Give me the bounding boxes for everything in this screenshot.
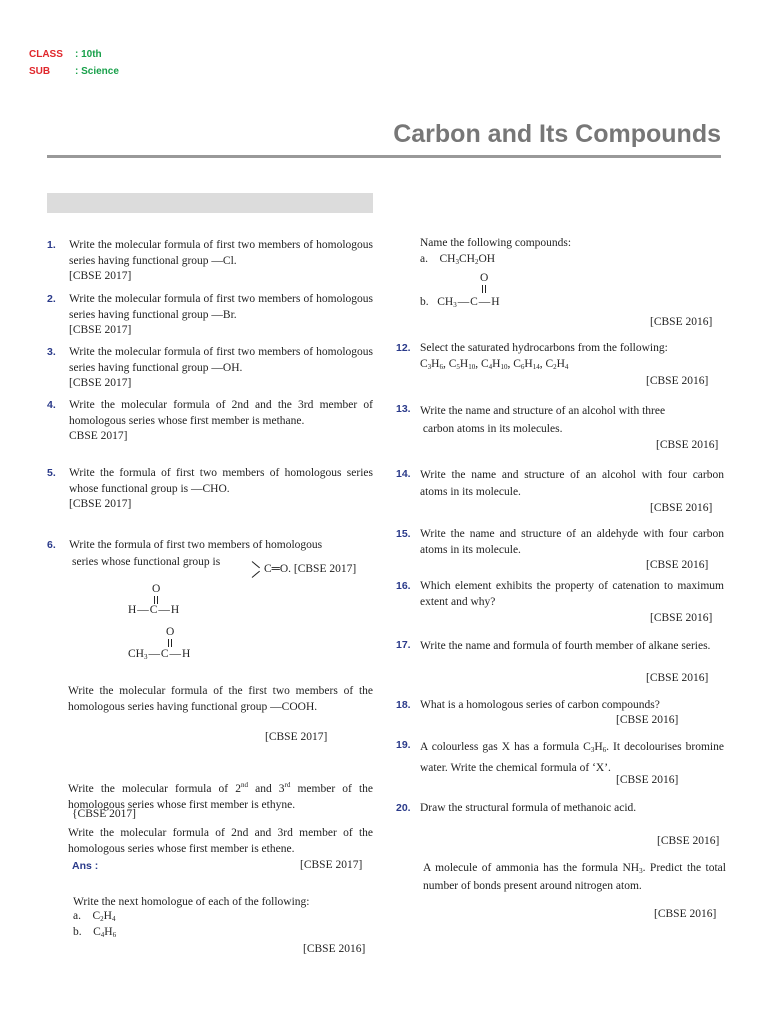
question-text: Write the name and structure of an alcohol with three carbon atoms in its molecules.: [420, 405, 666, 435]
question-text: Write the molecular formula of 2nd and 3rd member of the homologous series whose first member is ethene.: [68, 827, 373, 855]
subject-row: [29, 66, 119, 77]
bond-line: [252, 561, 260, 568]
question-number: 1.: [47, 239, 56, 251]
structure-row: H — C — H: [128, 604, 180, 616]
page-title: Carbon and Its Compounds: [393, 120, 721, 148]
question-text: Write the molecular formula of 2nd and 3rd member of the homologous series whose first member is ethyne.: [68, 781, 373, 811]
cbse-tag: [CBSE 2016]: [656, 439, 719, 451]
question-text: Write the molecular formula of first two members of homologous series having functional group —Br. [CBSE 2017]: [69, 293, 373, 336]
subject-value: : Science: [75, 66, 119, 77]
double-bond: [482, 285, 486, 293]
bond-line: [252, 571, 260, 578]
question-6-line-2: series whose functional group is: [72, 556, 221, 568]
question-text: Select the saturated hydrocarbons from the following: $C_3H_6$, $C_5H_{10}$, $C_4H_{10}$, $C_6H_{14}$, $C_2H_4$: [420, 342, 668, 371]
question-text: Write the molecular formula of 2nd and the 3rd member of homologous series whose first member is methane. CBSE 2017]: [69, 399, 373, 442]
question-text: What is a homologous series of carbon compounds?: [420, 699, 660, 711]
atom-o: O: [480, 272, 489, 284]
question-text: Write the molecular formula of first two members of homologous series having functional group —OH. [CBSE 2017]: [69, 346, 373, 389]
question-11: Name the following compounds:: [420, 237, 572, 249]
double-bond: [168, 639, 172, 647]
question-number: 6.: [47, 539, 56, 551]
cbse-tag: [CBSE 2016]: [646, 375, 709, 387]
question-number: 4.: [47, 399, 56, 411]
cbse-tag: [CBSE 2017]: [69, 324, 132, 336]
question-text: Write the formula of first two members of homologous: [69, 539, 323, 551]
question-text: A colourless gas X has a formula $C_3H_6$. It decolourises bromine water. Write the chemical formula of ‘X’.: [420, 741, 724, 774]
question-11-option-a: a. $CH_3CH_2OH$: [420, 253, 496, 266]
question-number: 5.: [47, 467, 56, 479]
question-text: Which element exhibits the property of catenation to maximum extent and why?: [420, 580, 724, 608]
question-number: 12.: [396, 342, 411, 354]
question-number: 17.: [396, 639, 411, 651]
subject-label: SUB: [29, 66, 51, 77]
cbse-tag: [CBSE 2016]: [616, 774, 679, 786]
cbse-tag: [CBSE 2016]: [650, 612, 713, 624]
structure-row: b. $CH_3$ — C — H: [420, 296, 500, 309]
cbse-tag: [CBSE 2016]: [657, 835, 720, 847]
cbse-tag: [CBSE 2016]: [646, 672, 709, 684]
cbse-tag: [CBSE 2016]: [303, 943, 366, 955]
section-bar: [47, 193, 373, 213]
question-text: Write the name and structure of an aldehyde with four carbon atoms in its molecule.: [420, 528, 724, 556]
class-row: [29, 49, 102, 60]
question-text: Write the molecular formula of the first two members of the homologous series having functional group —COOH.: [68, 685, 373, 713]
question-number: 16.: [396, 580, 411, 592]
double-bond: [154, 596, 158, 604]
class-label: CLASS: [29, 49, 63, 60]
cbse-tag: [CBSE 2017]: [69, 377, 132, 389]
structure-row: $CH_3$ — C — H: [128, 648, 191, 661]
question-text: Write the formula of first two members of homologous series whose functional group is —CHO. [CBSE 2017]: [69, 467, 373, 510]
answer-label: Ans :: [72, 860, 99, 872]
question-text: Write the molecular formula of first two members of homologous series having functional group —Cl. [CBSE 2017]: [69, 239, 373, 282]
cbse-tag: [CBSE 2016]: [650, 316, 713, 328]
cbse-tag: [CBSE 2016]: [650, 502, 713, 514]
cbse-tag: [CBSE 2017]: [293, 563, 357, 575]
question-21: A molecule of ammonia has the formula $NH_3$. Predict the total number of bonds present around nitrogen atom.: [423, 862, 726, 892]
cbse-tag: [CBSE 2017]: [69, 498, 132, 510]
cbse-tag: [CBSE 2017]: [69, 270, 132, 282]
cbse-tag: CBSE 2017]: [69, 430, 128, 442]
question-number: 15.: [396, 528, 411, 540]
question-number: 13.: [396, 403, 411, 415]
question-number: 19.: [396, 739, 411, 751]
title-divider: [47, 155, 721, 158]
atom-o: O: [152, 583, 161, 595]
question-number: 14.: [396, 468, 411, 480]
atom-o: O: [166, 626, 175, 638]
question-number: 3.: [47, 346, 56, 358]
cbse-tag: {CBSE 2017]: [72, 808, 136, 820]
cbse-tag: [CBSE 2016]: [646, 559, 709, 571]
cbse-tag: [CBSE 2016]: [654, 908, 717, 920]
question-10: Write the next homologue of each of the following:: [73, 896, 310, 908]
question-text: Draw the structural formula of methanoic acid.: [420, 802, 637, 814]
question-text: Write the name and formula of fourth member of alkane series.: [420, 640, 711, 652]
cbse-tag: [CBSE 2016]: [616, 714, 679, 726]
question-text: Write the name and structure of an alcohol with four carbon atoms in its molecule.: [420, 469, 724, 498]
question-10-options: a. $C_2H_4$ b. $C_4H_6$: [73, 910, 117, 939]
question-number: 18.: [396, 699, 411, 711]
cbse-tag: [CBSE 2017]: [265, 731, 328, 743]
question-number: 2.: [47, 293, 56, 305]
question-number: 20.: [396, 802, 411, 814]
functional-group: C═O. [CBSE 2017]: [264, 563, 357, 575]
class-value: : 10th: [75, 49, 102, 60]
cbse-tag: [CBSE 2017]: [300, 859, 363, 871]
